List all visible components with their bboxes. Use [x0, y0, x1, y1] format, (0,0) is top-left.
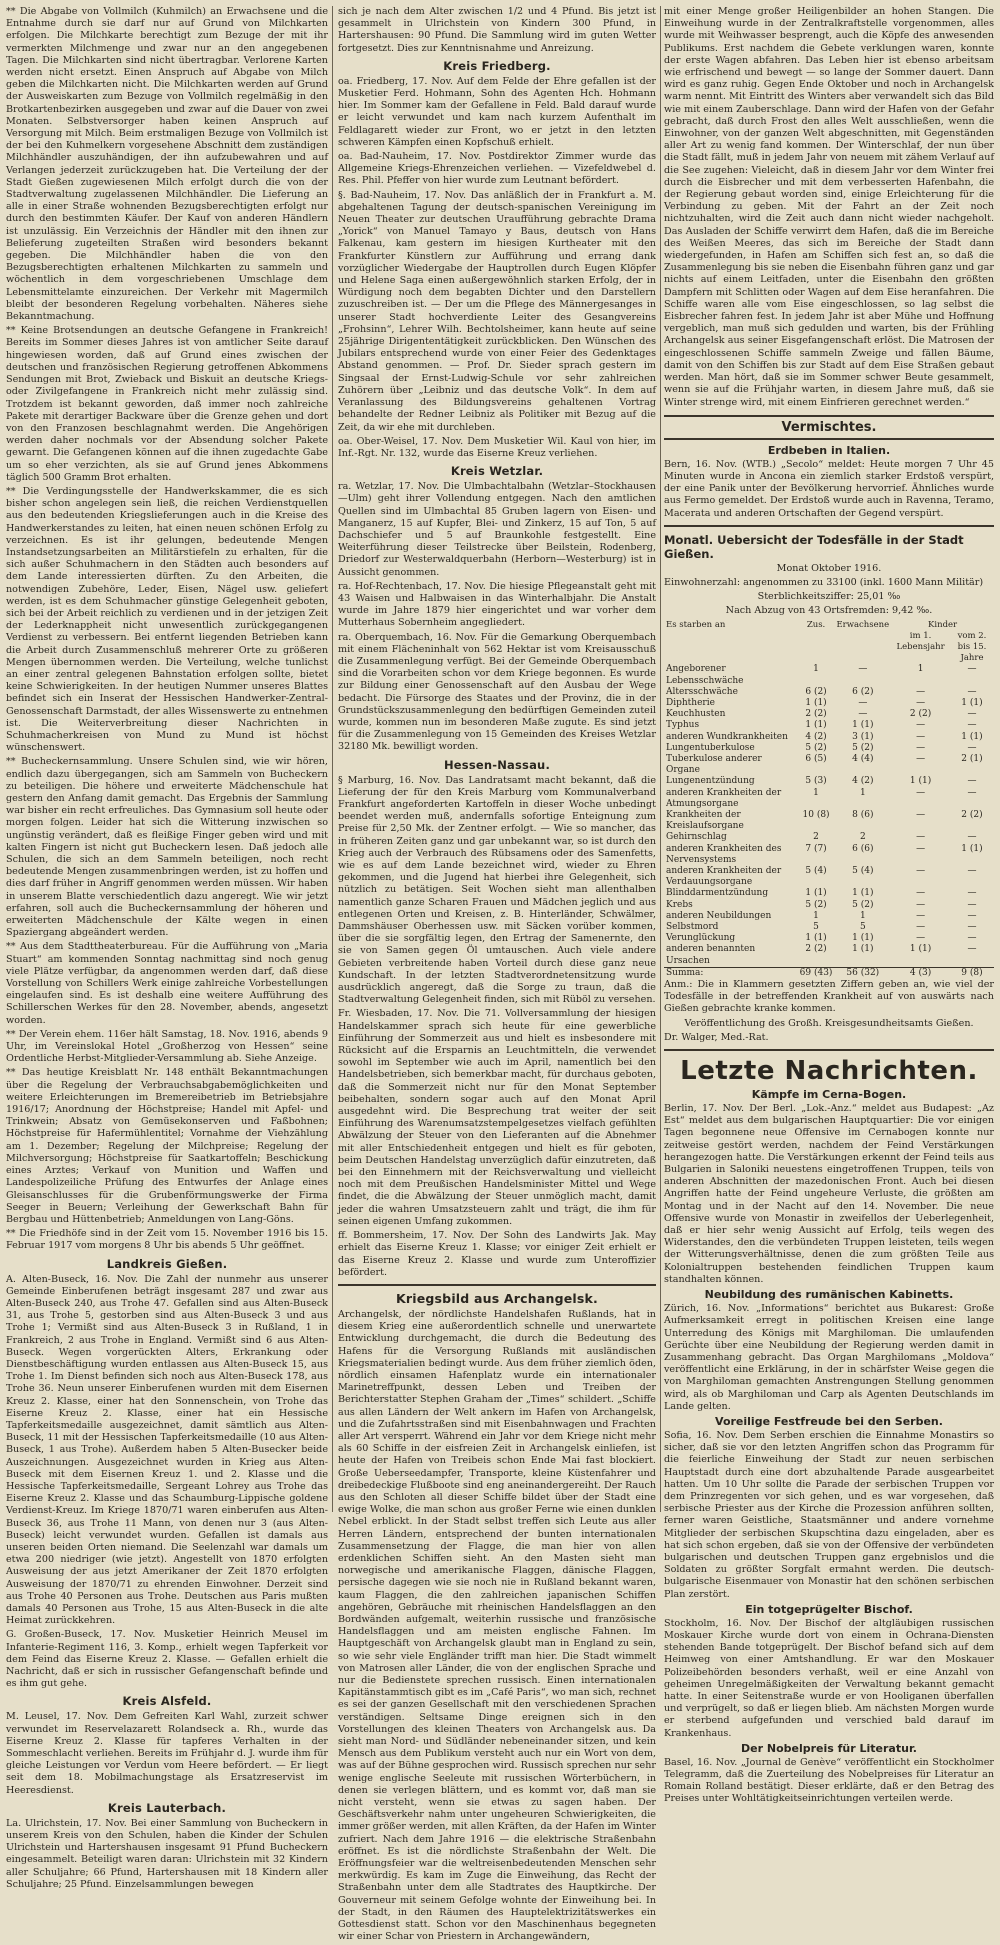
cell-2-15-years: —	[967, 832, 977, 843]
paragraph: sich je nach dem Alter zwischen 1/2 und 4 Pfund. Bis jetzt ist gesammelt in Ulrichstein von Kindern 300 Pfund, in Hartershausen: 90 Pfund. Die Sammlung wird im guten Wetter fortgesetzt. Dies zur Kenntnisnahme und Anreizung.	[338, 6, 656, 54]
local-news	[6, 6, 328, 1253]
cell-2-15-years: —	[967, 866, 977, 876]
column-1	[6, 6, 328, 1893]
article-heading: Ein totgeprügelter Bischof.	[745, 1602, 913, 1616]
cell-adults: 8 (6)	[852, 809, 874, 820]
table-row	[664, 776, 994, 787]
table-row	[664, 788, 994, 810]
section-heading: Hessen-Nassau.	[443, 757, 551, 772]
cell-2-15-years: —	[967, 709, 977, 720]
table-row	[664, 810, 994, 832]
cell-first-year: —	[916, 731, 926, 742]
paragraph: ** Aus dem Stadttheaterbureau. Für die Aufführung von „Maria Stuart“ am kommenden Sonntag nachmittag sind noch genug viele Plätze verfügbar, da angenommen werden darf, daß diese Vorstellung von Schillers Werk einige zahlreiche Vorbestellungen eingelaufen sind. Es ist deshalb eine weitere Aufführung des Schillerschen Werkes für den 28. November, abends, angesetzt worden.	[6, 941, 328, 1026]
signature: Dr. Walger, Med.-Rat.	[664, 1031, 769, 1043]
article-heading: Neubildung des rumänischen Kabinetts.	[704, 1288, 954, 1302]
header-children: Kinder	[928, 619, 958, 630]
cell-total: 5 (4)	[805, 866, 827, 876]
cell-cause: Diphtherie	[666, 697, 715, 708]
article-heading: Voreilige Festfreude bei den Serben.	[715, 1414, 943, 1428]
table-row	[664, 732, 994, 743]
paragraph: ** Die Verdingungsstelle der Handwerkskammer, die es sich bisher schon angelegen sein ließ, die reichen Verdienstquellen aus den bedeutenden Kriegslieferungen auch in die Kreise des Handwerkerstandes zu leiten, hat einen neuen schönen Erfolg zu verzeichnen. Es ist ihr gelungen, bedeutende Mengen Instandsetzungsarbeiten an Militärstiefeln zu erhalten, für die sich außer Schuhmachern in den Städten auch besonders auf dem Lande interessierten dürften. Zu den Arbeiten, die notwendigen Zubehöre, Leder, Eisen, Nägel usw. geliefert werden, ist es dem Schuhmacher günstige Gelegenheit geboten, sich bei der Arbeit reichlich zu verdienen und in der jetzigen Zeit der Lederknappheit nicht unwesentlich zurückgegangenen Verdienst zu verbessern. Bei entfernt liegenden Betrieben kann die Arbeit durch Zusammenschluß mehrerer Orte zu größeren Mengen übernommen werden. Die Verteilung, welche tunlichst an einer zentral gelegenen Bahnstation erfolgen sollte, bietet keine Schwierigkeiten. In der heutigen Nummer unseres Blattes befindet sich ein Inserat der Hessischen Handwerker-Zentral-Genossenschaft Darmstadt, der alles Wissenswerte zu entnehmen ist. Die Weiterverbreitung dieser Nachrichten in Schuhmacherkreisen von Mund zu Mund ist höchst wünschenswert.	[6, 485, 328, 754]
cell-adults: 6 (6)	[852, 843, 874, 854]
table-row	[664, 754, 994, 776]
paragraph: § Marburg, 16. Nov. Das Landratsamt macht bekannt, daß die Lieferung der für den Kreis Marburg vom Kommunalverband Frankfurt angeforderten Kartoffeln in dieser Woche unbedingt beendet werden muß, andernfalls sofortige Enteignung zum Preise für 2,50 Mk. der Zentner erfolgt. — Wie so mancher, das in früheren Zeiten ganz und gar unbekannt war, so ist durch den Krieg auch der Verbrauch des Rübsamens oder des Samenfetts, wie es auf dem Lande bezeichnet wird, wieder zu Ehren gekommen, und die Jugend hat hierbei ihre Gelegenheit, sich nützlich zu betätigen. Seit Wochen sieht man allenthalben namentlich ganze Scharen Frauen und Mädchen jeglich und aus entlegenen Orten und Kreisen, z. B. Hinterländer, Schwälmer, Dammshäuser Oberhessen usw. mit Säcken vorüber kommen, über die sie sorgfältig legen, den Ertrag der Samenernte, den sie von Samen gegen Öl umtauschen. Auch viele andere Gebieten verbreitende haben Vorteil durch diese ganz neue Kundschaft. In der letzten Stadtverordnetensitzung wurde ausdrücklich angeregt, daß die Sorge zu traun, daß die Stadtverwaltung Gelegenheit finden, sich mit Rüböl zu versehen.	[338, 774, 656, 1006]
cell-total: 5	[813, 922, 819, 933]
cell-2-15-years: —	[967, 944, 977, 955]
cell-2-15-years: —	[967, 922, 977, 933]
cell-cause: Selbstmord	[666, 922, 719, 933]
table-row	[664, 743, 994, 754]
cell-total: 2	[813, 832, 819, 843]
article-heading: Der Nobelpreis für Literatur.	[741, 1741, 917, 1755]
cell-first-year: —	[916, 720, 926, 731]
paragraph: ** Keine Brotsendungen an deutsche Gefangene in Frankreich! Bereits im Sommer dieses Jahres ist von amtlicher Seite darauf hingewiesen worden, daß auf Grund eines zwischen der deutschen und französischen Regierung getroffenen Abkommens Sendungen mit Brot, Zwieback und Biskuit an deutsche Kriegs- oder Zivilgefangene in Frankreich nicht mehr zulässig sind. Trotzdem ist bekannt geworden, daß immer noch zahlreiche Pakete mit derartiger Backware über die Grenze gehen und dort von den Franzosen beschlagnahmt werden. Die Angehörigen werden daher nochmals vor der Absendung solcher Pakete gewarnt. Die Gefangenen können auf die ihnen zugedachte Gabe um so eher verzichten, als sie auf Grund jenes Abkommens täglich 500 Gramm Brot erhalten.	[6, 325, 328, 483]
paragraph: mit einer Menge großer Heiligenbilder an hohen Stangen. Die Einweihung wurde in der Zentralkraftstelle vorgenommen, alles wurde mit Weihwasser besprengt, auch die Köpfe des anwesenden Publikums. Erst nachdem die Gebete verklungen waren, konnte der erste Wagen abfahren. Das Leben hier ist ebenso arbeitsam wie erfrischend und bewegt — so lange der Sommer dauert. Dann wird es ganz ruhig. Gegen Ende Oktober und noch in Archangelsk warm nennt. Mit Eintritt des Winters aber verwandelt sich das Bild wie mit einem Zauberschlage. Dann wird der Hafen von der Gefahr gebracht, daß durch Frost den alles Welt ausschließen, wenn die Einwohner, von der ganzen Welt abgeschnitten, mit Gegenständen aller Art zu wenig fand kommen. Der Winterschlaf, der nun über die Stadt fällt, muß in jedem Jahr von neuem mit zähem Verlauf auf die See zugehen: Vieleicht, daß in diesem Jahr vor dem Winter frei durch die Eisbrecher und mit dem verbesserten Hafenbahn, die der Regierung gebaut worden sind, einige Erleichterung für die Verbindung zu geben. Mit der Fahrt an der Zeit noch nichtzuhalten, wird die Zeit auch dann nicht wieder nachgeholt. Das Ausladen der Schiffe verwirrt dem Hafen, daß die im Bereiche des Weißen Meeres, das sich im Bereiche der Stadt dann wiedergefunden, in Hafen am Schiffen sich fest an, so daß die Zusammenlegung bis sie neben die Eisenbahn führen ganz und gar nichts auf einem Leitfaden, unter die Eisenbahn den größten Dampfern mit Schlitten oder Wagen auf dem Eise heranfahren. Die Schiffe waren alle vom Eise eingeschlossen, so lag selbst die Eisbrecher fahren fest. In jedem Jahr ist aber Mühe und Hoffnung vergeblich, man muß sich gedulden und warten, bis der Frühling Archangelsk aus seiner Eisgefangenschaft erlöst. Die Matrosen der eingeschlossenen Schiffe sammeln Zweige und fällen Bäume, damit von den Schiffen bis zur Stadt auf dem Eise Straßen gebaut werden. Man hört, daß sie im Sommer schwer Beute gesammelt, wenn sie auf die Frühjahr warten, in diesem Jahre muß, daß sie Winter strenge wird, mit einem Einfrieren gerechnet werden.“	[664, 6, 994, 408]
cell-cause: Lungentuberkulose	[666, 742, 755, 753]
cell-cause: Lungenentzündung	[666, 776, 755, 787]
cell-first-year: —	[916, 697, 926, 708]
statistics-rate: Sterblichkeitsziffer: 25,01 ‰	[757, 591, 901, 603]
cell-2-15-years: —	[967, 787, 977, 798]
cell-2-15-years: —	[967, 888, 977, 899]
cell-cause: Summa:	[664, 967, 798, 979]
cell-first-year: 1 (1)	[909, 944, 932, 955]
cell-cause: anderen Neubildungen	[666, 910, 772, 921]
table-row	[664, 888, 994, 899]
cell-first-year: —	[916, 787, 926, 798]
cell-adults: 1 (1)	[852, 888, 874, 899]
paragraph: Stockholm, 16. Nov. Der Bischof der altgläubigen russischen Moskauer Kirche wurde dort von einem in Ochrana-Diensten stehenden Bande totgeprügelt. Der Bischof befand sich auf dem Heimweg von einer Amtshandlung. Er war den Moskauer Polizeibehörden besonders verhaßt, weil er eine Anzahl von geheimen Unregelmäßigkeiten der Verwaltung bekannt gemacht hatte. In einer Seitenstraße wurde er von Hooliganen überfallen und verprügelt, so daß er liegen blieb. Am nächsten Morgen wurde er sterbend aufgefunden und verschied bald darauf im Krankenhaus.	[664, 1617, 994, 1739]
cell-adults: 3 (1)	[852, 731, 874, 742]
paragraph: Berlin, 17. Nov. Der Berl. „Lok.-Anz.“ meldet aus Budapest: „Az Est“ meldet aus dem bulgarischen Hauptquartier: Die vor einigen Tagen begonnene neue Offensive im Cernabogen konnte nur zeitweise gestört werden, nachdem der Feind Verstärkungen herangezogen hatte. Die Verstärkungen erkennt der Feind teils aus Bulgarien in Saloniki neuestens eingetroffenen Truppen, teils von anderen Abschnitten der mazedonischen Front. Auch bei diesen Angriffen hatte der Feind ungeheure Verluste, die größten am Montag und in der Nacht auf den 14. November. Die neue Offensive wurde von Monastir in zweifellos der Ueberlegenheit, daß er hier sehr wenig Aussicht auf Erfolg, teils wegen des Widerstandes, den die verbündeten Truppen leisteten, teils wegen der Witterungsverhältnisse, denen die zum größten Teile aus Kolonialtruppen bestehenden feindlichen Truppen kaum standhalten können.	[664, 1103, 994, 1285]
cell-adults: 5 (2)	[852, 899, 874, 910]
cell-adults: 5 (4)	[852, 866, 874, 876]
cell-2-15-years: 1 (1)	[961, 697, 983, 708]
cell-adults: 6 (2)	[852, 686, 874, 697]
cell-first-year: —	[916, 809, 926, 820]
section-heading: Kreis Alsfeld.	[122, 1694, 212, 1709]
table-row	[664, 911, 994, 922]
cell-first-year: 1 (1)	[909, 776, 932, 787]
cell-cause: Typhus	[666, 720, 700, 731]
section-heading: Kreis Lauterbach.	[107, 1800, 227, 1815]
cell-adults: 56 (32)	[834, 967, 891, 979]
cell-cause: anderen Krankheiten des Nervensystems	[666, 843, 782, 865]
paragraph: ** Die Friedhöfe sind in der Zeit vom 15. November 1916 bis 15. Februar 1917 vom morgens 8 Uhr bis abends 5 Uhr geöffnet.	[6, 1228, 328, 1252]
paragraph: ff. Bommersheim, 17. Nov. Der Sohn des Landwirts Jak. May erhielt das Eiserne Kreuz 1. Klasse; vor einiger Zeit erhielt er das Eiserne Kreuz 2. Klasse und wurde zum Unteroffizier befördert.	[338, 1230, 656, 1278]
table-header-row	[664, 620, 994, 631]
column-divider	[660, 6, 661, 1512]
section-heading: Letzte Nachrichten.	[680, 1056, 978, 1087]
statistics-month: Monat Oktober 1916.	[776, 562, 882, 574]
cell-first-year: —	[916, 742, 926, 753]
column-2	[338, 6, 656, 1945]
table-sum-row	[664, 967, 994, 979]
section-rule	[664, 525, 994, 527]
cell-cause: Gehirnschlag	[666, 832, 727, 843]
paragraph: §. Bad-Nauheim, 17. Nov. Das anläßlich der in Frankfurt a. M. abgehaltenen Tagung der deutsch-spanischen Vereinigung im Neuen Theater zur deutschen Uraufführung gebrachte Drama „Yorick“ von Manuel Tamayo y Baus, deutsch von Hans Falkenau, kam gestern im hiesigen Kurtheater mit den Frankfurter Künstlern zur Aufführung und errang dank vorzüglicher Wiedergabe der Hauptrollen durch Eugen Klöpfer und Helene Saga einen außergewöhnlich starken Erfolg, der in Würdigung noch dem begabten Dichter und den Darstellern zuzuschreiben ist. — Der um die Pflege des Männergesanges in unserer Stadt hochverdiente Leiter des Gesangvereins „Frohsinn“, Lehrer Wilh. Bechtolsheimer, kann heute auf seine 25jährige Dirigententätigkeit zurückblicken. Den Wünschen des Jubilars entsprechend wurde von einer Feier des Gedenktages Abstand genommen. — Prof. Dr. Sieder sprach gestern im Singsaal der Ernst-Ludwig-Schule vor sehr zahlreichen Zuhörern über „Leibniz und das deutsche Volk“. In dem auf Veranlassung des Bildungsvereins gehaltenen Vortrag behandelte der Redner Leibniz als Politiker mit Bezug auf die Zeit, da wir ehe mit durchleben.	[338, 189, 656, 433]
cell-first-year: —	[916, 922, 926, 933]
cell-total: 6 (5)	[805, 753, 827, 764]
header-first-year: im 1. Lebensjahr	[896, 630, 945, 652]
cell-first-year: —	[916, 866, 926, 876]
statistics-note: Anm.: Die in Klammern gesetzten Ziffern geben an, wie viel der Todesfälle in der betreffenden Krankheit auf von auswärts nach Gießen gebrachte kranke kommen.	[664, 979, 994, 1015]
cell-2-15-years: 1 (1)	[961, 843, 983, 854]
paragraph: ra. Wetzlar, 17. Nov. Die Ulmbachtalbahn (Wetzlar–Stockhausen—Ulm) geht ihrer Vollendung entgegen. Nach den amtlichen Quellen sind im Ulmbachtal 85 Gruben lagern von Eisen- und Manganerz, 15 auf Kupfer, Blei- und Zinkerz, 15 auf Ton, 5 auf Dachschiefer und 5 auf Braunkohle festgestellt. Eine Weiterführung dieser Teilstrecke über Beilstein, Rodenberg, Driedorf zur Westerwaldquerbahn (Herborn—Westerburg) ist in Aussicht genommen.	[338, 481, 656, 578]
paragraph: ra. Oberquembach, 16. Nov. Für die Gemarkung Oberquembach mit einem Flächeninhalt von 562 Hektar ist vom Kreisausschuß die Zusammenlegung verfügt. Bei der Gemeinde Oberquembach sind die Vorarbeiten schon vor dem Kriege begonnen. Es wurde zur Bildung einer Genossenschaft auf den Ausbau der Wege bedacht. Die Fürsorge des Staates und der Provinz, die in der Grundstückszusammenlegung den bedürftigen Gemeinden zuteil wurde, kommen nun im besonderen Maße zugute. Es sind jetzt für die Zusammenlegung von 15 Gemeinden des Kreises Wetzlar 32180 Mk. bewilligt worden.	[338, 631, 656, 753]
cell-2-15-years: —	[967, 910, 977, 921]
cell-total: 1 (1)	[805, 933, 827, 944]
section-heading: Vermischtes.	[664, 415, 994, 440]
cell-cause: Keuchhusten	[666, 709, 726, 720]
cell-adults: 1 (1)	[852, 933, 874, 944]
cell-adults: 5 (2)	[852, 742, 874, 753]
header-2-15-years: vom 2. bis 15. Jahre	[957, 630, 987, 664]
cell-total: 1 (1)	[805, 720, 827, 731]
cell-2-15-years: 1 (1)	[961, 731, 983, 742]
cell-first-year: 4 (3)	[891, 967, 950, 979]
cell-total: 2 (2)	[805, 944, 827, 955]
cell-first-year: —	[916, 888, 926, 899]
paragraph: oa. Bad-Nauheim, 17. Nov. Postdirektor Zimmer wurde das Allgemeine Kriegs-Ehrenzeichen verliehen. — Vizefeldwebel d. Res. Phil. Pfeffer von hier wurde zum Leutnant befördert.	[338, 151, 656, 187]
table-row	[664, 866, 994, 888]
cell-adults: —	[858, 709, 868, 720]
cell-total: 1	[813, 787, 819, 798]
cell-total: 2 (2)	[805, 709, 827, 720]
header-adults: Erwachsene	[836, 619, 890, 630]
cell-first-year: —	[916, 933, 926, 944]
cell-total: 1	[813, 910, 819, 921]
cell-cause: Krebs	[666, 899, 693, 910]
table-row	[664, 933, 994, 944]
cell-total: 7 (7)	[805, 843, 827, 854]
mortality-table-body	[664, 664, 994, 979]
table-row	[664, 844, 994, 866]
article-heading: Kriegsbild aus Archangelsk.	[395, 1290, 599, 1306]
article-heading: Erdbeben in Italien.	[767, 443, 891, 457]
cell-first-year: —	[916, 753, 926, 764]
cell-first-year: 2 (2)	[909, 709, 932, 720]
table-row	[664, 922, 994, 933]
paragraph: oa. Ober-Weisel, 17. Nov. Dem Musketier Wil. Kaul von hier, im Inf.-Rgt. Nr. 132, wurde das Eiserne Kreuz verliehen.	[338, 435, 656, 459]
paragraph: Zürich, 16. Nov. „Informations“ berichtet aus Bukarest: Große Aufmerksamkeit erregt in politischen Kreisen eine lange Unterredung des Königs mit Marghiloman. Die umlaufenden Gerüchte über eine Neubildung der Regierung werden damit in Zusammenhang gebracht. Das Organ Marghilomans „Moldova“ veröffentlicht eine Erklärung, in der in schärfster Weise gegen die von Marghiloman gemachten Anstrengungen Stellung genommen wird, als ob Marghiloman und Carp als Agenten Deutschlands im Lande gelten.	[664, 1303, 994, 1412]
statistics-population: Einwohnerzahl: angenommen zu 33100 (inkl. 1600 Mann Militär)	[664, 576, 984, 588]
cell-total: 5 (2)	[805, 899, 827, 910]
statistics-rate-adjusted: Nach Abzug von 43 Ortsfremden: 9,42 ‰.	[725, 605, 933, 617]
table-row	[664, 832, 994, 843]
cell-2-15-years: —	[967, 899, 977, 910]
cell-total: 6 (2)	[805, 686, 827, 697]
header-cause: Es starben an	[666, 619, 726, 630]
section-heading: Kreis Wetzlar.	[450, 464, 544, 479]
cell-2-15-years: —	[967, 776, 977, 787]
cell-2-15-years: —	[967, 664, 977, 675]
cell-adults: 5	[859, 922, 866, 933]
cell-total: 1 (1)	[805, 697, 827, 708]
cell-first-year: —	[916, 899, 926, 910]
cell-adults: 1	[859, 787, 866, 798]
paragraph: A. Alten-Buseck, 16. Nov. Die Zahl der nunmehr aus unserer Gemeinde Einberufenen beträgt insgesamt 287 und zwar aus Alten-Buseck 240, aus Trohe 47. Gefallen sind aus Alten-Buseck 31, aus Trohe 5, gestorben sind aus Alten-Buseck 3 und aus Trohe 1; Vermißt sind aus Alten-Buseck 3 in Rußland, 1 in Frankreich, 2 aus Trohe in England. Vermißt sind 6 aus Alten-Buseck. Wegen vorgerückten Alters, Erkrankung oder Dienstbeschäftigung wurden entlassen aus Alten-Buseck 15, aus Trohe 1. Im Dienst befinden sich noch aus Alten-Buseck 178, aus Trohe 36. Neun unserer Einberufenen wurden mit dem Eisernen Kreuz 2. Klasse, einer hat den Sonnenschein, von Trohe das Eiserne Kreuz 2. Klasse, einer hat ein Hessische Tapferkeitsmedaille ausgezeichnet, damit sämtlich aus Alten-Buseck, 11 mit der Hessischen Tapferkeitsmedaille (10 aus Alten-Buseck, 1 aus Trohe). Außerdem haben 5 Alten-Busecker beide Auszeichnungen. Ausgezeichnet wurden in Krieg aus Alten-Buseck mit dem Eisernen Kreuz 1. und 2. Klasse und die Hessische Tapferkeitsmedaille, Sergeant Lohrey aus Trohe das Eiserne Kreuz 2. Klasse und das Schaumburg-Lippische goldene Verdienst-Kreuz. Im Kriege 1870/71 waren einberufen aus Alten-Buseck 36, aus Trohe 11 Mann, von denen nur 3 (aus Alten-Buseck) leicht verwundet wurden. Gefallen ist damals aus unseren beiden Orten niemand. Die Seelenzahl war damals um etwa 200 niedriger (wie jetzt). Angestellt von 1870 erfolgten Ausweisung der aus jetzt Amerikaner der Zeit 1870 erfolgten Ausweisung der 1870/71 zu ehrenden Einwohner. Derzeit sind aus Trohe 40 Personen aus Trohe. Deutschen aus Paris mußten damals 40 Personen aus Trohe, 15 aus Alten-Buseck in die alte Heimat zurückkehren.	[6, 1273, 328, 1627]
cell-total: 69 (43)	[799, 967, 833, 978]
cell-cause: Altersschwäche	[666, 686, 738, 697]
cell-cause: anderen Krankheiten der Verdauungsorgane	[666, 866, 782, 888]
section-heading: Kreis Friedberg.	[443, 58, 551, 73]
cell-total: 1	[813, 664, 819, 675]
mortality-statistics	[664, 533, 994, 1044]
table-row	[664, 900, 994, 911]
cell-2-15-years: —	[967, 933, 977, 944]
cell-total: 5 (3)	[805, 776, 827, 787]
paragraph: ** Der Verein ehem. 116er hält Samstag, 18. Nov. 1916, abends 9 Uhr, im Vereinslokal Hotel „Großherzog von Hessen“ seine Ordentliche Herbst-Mitglieder-Versammlung ab. Siehe Anzeige.	[6, 1028, 328, 1065]
paragraph: Fr. Wiesbaden, 17. Nov. Die 71. Vollversammlung der hiesigen Handelskammer sprach sich heute für eine gewerbliche Einführung der Sommerzeit aus und hielt es insbesondere mit Rücksicht auf die Ersparnis an Leuchtmitteln, die verwendet sowohl im September wie auch im April, namentlich bei den Handelsbetrieben, sich bemerkbar macht, für durchaus geboten, daß die Sommerzeit nicht nur für den Monat September beibehalten, sondern sogar auch auf den Monat April ausgedehnt wird. Die Besprechung trat weiter der seit Einführung des Warenumsatzstempelgesetzes vielfach gefühlten Abwälzung der Steuer von den Lieferanten auf die Abnehmer mit aller Entschiedenheit entgegen und hielt es für geboten, beim Deutschen Handelstag unverzüglich dafür einzutreten, daß bei den Einnehmern mit der Reichsverwaltung und vielleicht noch mit dem Preußischen Handelsminister Mittel und Wege findet, die die Abwälzung der Steuer unmöglich macht, damit jeder die wahren Umsatzsteuern zahlt und trägt, die ihm für seinen eigenen Umfang zukommen.	[338, 1008, 656, 1227]
cell-first-year: —	[916, 686, 926, 697]
column-divider	[332, 6, 333, 1512]
mortality-table	[664, 620, 994, 980]
paragraph: ** Bucheckernsammlung. Unsere Schulen sind, wie wir hören, endlich dazu übergegangen, sich am Sammeln von Bucheckern zu beteiligen. Die höhere und erweiterte Mädchenschule hat gestern den Anfang damit gemacht. Das Ergebnis der Sammlung war bisher ein recht erfreuliches. Das Gymnasium soll heute oder morgen folgen. Leider hat sich die Witterung inzwischen so ungünstig verändert, daß es fleißige Finger geben wird und mit kalten Fingern ist nicht gut Bucheckern lesen. Daß jedoch alle Schulen, die sich an dem Sammeln beteiligen, noch recht bedeutende Mengen zusammenbringen werden, ist zu hoffen und dies darf früher in Angriff genommen werden müssen. Wir haben in unserem Blatte verschiedentlich dazu angeregt. Wie wir jetzt erfahren, soll auch die Bucheckernsammlung der höheren und erweiterten Mädchenschule der Kälte wegen in einen Spaziergang abgeändert werden.	[6, 756, 328, 939]
paragraph: ** Das heutige Kreisblatt Nr. 148 enthält Bekanntmachungen über die Regelung der Verbrauchsabgabemöglichkeiten und weitere Erleichterungen im Bremereibetrieb im Betriebsjahre 1916/17; Anordnung der Höchstpreise; Handel mit Apfel- und Trinkwein; Absatz von Gemüsekonserven und Faßbohnen; Höchstpreise für Hafermühlentitel; Vornahme der Viehzählung am 1. Dezember; Regelung der Milchpreise; Regelung der Milchversorgung; Höchstpreise für Saatkartoffeln; Beschickung eines Arztes; Verkauf von Munition und Waffen und Landespolizeiliche Prüfung des Entwurfes der Anlage eines Gleisanschlusses für die Grubenförmungswerke der Firma Seeger in Beuern; Verleihung der Gewerkschaft Bahn für Bergbau und Hüttenbetrieb; Anmeldungen von Lang-Göns.	[6, 1067, 328, 1225]
paragraph: ra. Hof-Rechtenbach, 17. Nov. Die hiesige Pflegeanstalt geht mit 43 Waisen und Halbwaisen in das Winterhalbjahr. Die Anstalt wurde im Jahre 1879 hier eingerichtet und war vorher dem Mutterhaus Sobernheim angegliedert.	[338, 580, 656, 629]
table-row	[664, 698, 994, 709]
cell-2-15-years: 2 (1)	[961, 753, 983, 764]
paragraph: oa. Friedberg, 17. Nov. Auf dem Felde der Ehre gefallen ist der Musketier Ferd. Hohmann, Sohn des Agenten Hch. Hohmann hier. Im Sommer kam der Gefallene in Feld. Bald darauf wurde er leicht verwundet und kam nach kurzem Aufenthalt im Feldlagarett wieder zur Front, wo er jetzt in den letzten schweren Kämpfen einen Kopfschuß erhielt.	[338, 75, 656, 148]
cell-adults: 1 (1)	[852, 720, 874, 731]
statistics-title: Monatl. Uebersicht der Todesfälle in der Stadt Gießen.	[664, 532, 964, 561]
cell-cause: Verunglückung	[666, 933, 736, 944]
cell-first-year: —	[916, 832, 926, 843]
paragraph: La. Ulrichstein, 17. Nov. Bei einer Sammlung von Bucheckern in unserem Kreis von den Schulen, haben die Kinder der Schulen Ulrichstein und Hartershausen insgesamt 91 Pfund Bucheckern eingesammelt. Beteiligt waren daran: Ulrichstein mit 32 Kindern aller Schuljahre; 66 Pfund, Hartershausen mit 18 Kindern aller Schuljahre; 25 Pfund. Einzelsammlungen bewegen	[6, 1817, 328, 1890]
cell-total: 10 (8)	[802, 809, 830, 820]
cell-adults: 4 (4)	[852, 753, 874, 764]
table-row	[664, 687, 994, 698]
cell-cause: anderen Wundkrankheiten	[666, 731, 788, 742]
paragraph: M. Leusel, 17. Nov. Dem Gefreiten Karl Wahl, zurzeit schwer verwundet im Reservelazarett Rolandseck a. Rh., wurde das Eiserne Kreuz 2. Klasse für tapferes Verhalten in der Sommeschlacht verliehen. Bereits im Frühjahr d. J. wurde ihm für gleiche Leistungen vor Verdun vom Heere befördert. — Er liegt seit dem 18. Mobilmachungstage als Ersatzreservist im Heeresdienst.	[6, 1711, 328, 1796]
cell-adults: 4 (2)	[852, 776, 874, 787]
cell-total: 4 (2)	[805, 731, 827, 742]
paragraph: Basel, 16. Nov. „Journal de Genève“ veröffentlicht ein Stockholmer Telegramm, daß die Zuerteilung des Nobelpreises für Literatur an Romain Rolland bestätigt. Dieser erklärte, daß er den Betrag des Preises unter Wohltätigkeitseinrichtungen verteilen werde.	[664, 1756, 994, 1805]
section-rule	[338, 1284, 656, 1286]
paragraph: ** Die Abgabe von Vollmilch (Kuhmilch) an Erwachsene und die Entnahme durch sie darf nur auf Grund von Milchkarten erfolgen. Die Milchkarte berechtigt zum Bezuge der mit ihr vermerkten Milchmenge und zwar nur an den angegebenen Tagen. Die Milchkarten sind nicht übertragbar. Verlorene Karten werden nicht ersetzt. Einen Anspruch auf Abgabe von Milch geben die Milchkarten nicht. Die Milchkarten werden auf Grund der Ausweiskarten zum Bezuge von Vollmilch regelmäßig in den Brotkartenbezirken ausgegeben und zwar auf die Dauer von zwei Monaten. Selbstversorger haben keinen Anspruch auf Versorgung mit Milch. Beim erstmaligen Bezuge von Vollmilch ist der bei den Kuhmelkern vorgesehene Abschnitt dem zuständigen Milchhändler auszuhändigen, der ihn aufzubewahren und auf Verlangen jederzeit zurückzugeben hat. Die Verteilung der der Stadt Gießen zugewiesenen Milch erfolgt durch die von der Stadtverwaltung zugelassenen Milchhändler. Die Lieferung an alle in einer Straße wohnenden Bezugsberechtigten erfolgt nur durch den bestimmten Käufer. Der Kauf von anderen Händlern ist unzulässig. Ein Verzeichnis der Händler mit den ihnen zur Belieferung zugeteilten Straßen wird besonders bekannt gegeben. Die Milchhändler haben die von den Bezugsberechtigten erhaltenen Milchkarten zu sammeln und wöchentlich in dem vorgeschriebenen Umschlage dem Lebensmittelamte einzureichen. Der Verkehr mit Magermilch bleibt der besonderen Regelung vorbehalten. Näheres siehe Bekanntmachung.	[6, 6, 328, 323]
column-3	[664, 6, 994, 1808]
cell-2-15-years: —	[967, 720, 977, 731]
cell-adults: 1	[859, 910, 866, 921]
cell-first-year: 1	[917, 664, 924, 675]
table-row	[664, 709, 994, 720]
table-row	[664, 664, 994, 686]
cell-cause: Krankheiten der Kreislaufsorgane	[666, 809, 744, 832]
table-row	[664, 720, 994, 731]
header-total: Zus.	[806, 619, 826, 630]
paragraph: Archangelsk, der nördlichste Handelshafen Rußlands, hat in diesem Krieg eine außerordentlich schnelle und unerwartete Entwicklung durchgemacht, die durch die Bedeutung des Hafens für die Versorgung Rußlands mit ausländischen Kriegsmaterialien bedingt wurde. Aus dem früher ziemlich öden, nördlich einsamen Hafenplatz wurde ein internationaler Marinetreffpunkt, dessen Leben und Treiben der Berichterstatter Stephen Graham der „Times“ schildert. „Schiffe aus allen Ländern der Welt ankern im Hafen von Archangelsk, und die Zufahrtsstraßen sind mit Eisenbahnwagen und Frachten aller Art versperrt. Während ein Jahr vor dem Kriege nicht mehr als 60 Schiffe in der eisfreien Zeit in Archangelsk einliefen, ist heute der Hafen von Treibeis schon Ende Mai fast blockiert. Große Ueberseedampfer, Transporte, kleine Küstenfahrer und dreibedeckige Flußboote sind eng aneinandergereiht. Der Rauch aus den Schloten all dieser Schiffe bildet über der Stadt eine ewige Wolke, die man schon aus großer Ferne wie einen dunklen Nebel erblickt. In der Stadt selbst treffen sich Leute aus aller Herren Ländern, entsprechend der bunten internationalen Zusammensetzung der Flagge, die man hier von allen erdenklichen Schiffen sieht. An den Masten sieht man norwegische und amerikanische Flaggen, dänische Flaggen, persische dagegen wie sie noch nie in Rußland bekannt waren, kaum Flaggen, die den zahlreichen japanischen Schiffen angehören, Gebräuche mit rheinischen Handelsflaggen an den Bordwänden aufgemalt, weiterhin russische und französische Handelsflaggen und am meisten englische Fahnen. Im Hauptgeschäft von Archangelsk glaubt man in England zu sein, so wie sehr viele Engländer trifft man hier. Die Stadt wimmelt von Matrosen aller Länder, die von der englischen Sprache und nur die Bedienstete sprechen russisch. Einen internationalen Kapitänstammtisch gibt es im „Café Paris“, wo man sich, rechnet es sei der ganzen Gesellschaft mit den verschiedenen Sprachen verständigen. Seltsame Dinge ereignen sich in den Vorstellungen des kleinen Theaters von Archangelsk aus. Da sieht man Nord- und Südländer nebeneinander sitzen, und kein Mensch aus dem Publikum versteht auch nur ein Wort von dem, was auf der Bühne gesprochen wird. Russisch sprechen nur sehr wenige englische Seeleute mit russischen Wörterbüchern, in denen sie verlegen blättern, und es kommt vor, daß man sie nicht versteht, wenn sie etwas zu sagen haben. Der Geschäftsverkehr nahm unter ungeheuren Schwierigkeiten, die immer größer werden, mit allen Kräften, da der Hafen im Winter zufriert. Nach dem Jahre 1916 — die elektrische Straßenbahn eröffnet. Es ist die nördlichste Straßenbahn der Welt. Die Eröffnungsfeier war die weltreisenbedeutenden Menschen sehr merkwürdig. Es kam im Zuge die Einweihung, das Recht der Straßenbahn unter dem alle Stadtrates des Hauptkirche. Der Gouverneur mit seinem Gefolge wohnte der Einweihung bei. In der Stadt, in den Räumen des Hauptelektrizitätswerkes ein Gottesdienst statt. Schon vor den Maschinenhaus begegneten wir einer Schar von Priestern in Archangewändern,	[338, 1308, 656, 1943]
section-rule	[664, 1049, 994, 1051]
cell-cause: Angeborener Lebensschwäche	[666, 664, 744, 686]
cell-2-15-years: 2 (2)	[961, 809, 983, 820]
cell-total: 5 (2)	[805, 742, 827, 753]
article-heading: Kämpfe im Cerna-Bogen.	[751, 1088, 907, 1102]
paragraph: Bern, 16. Nov. (WTB.) „Secolo“ meldet: Heute morgen 7 Uhr 45 Minuten wurde in Ancona ein ziemlich starker Erdstoß verspürt, der eine Panik unter der Bevölkerung hervorrief. Ähnliches wurde aus Fermo gemeldet. Der Erdstoß wurde auch in Ravenna, Teramo, Macerata und anderen Ortschaften der Gegend verspürt.	[664, 458, 994, 519]
cell-cause: Blinddarmentzündung	[666, 888, 769, 899]
cell-first-year: —	[916, 843, 926, 854]
table-row	[664, 944, 994, 967]
cell-2-15-years: —	[967, 742, 977, 753]
cell-adults: —	[858, 664, 868, 675]
cell-adults: 2	[859, 832, 866, 843]
cell-adults: —	[858, 697, 868, 708]
paragraph: Sofia, 16. Nov. Dem Serben erschien die Einnahme Monastirs so sicher, daß sie vor den letzten Angriffen schon das Programm für die feierliche Einweihung der Stadt zur neuen serbischen Hauptstadt durch eine dort abzuhaltende Parade ausgearbeitet hatten. Um 10 Uhr sollte die Parade der serbischen Truppen vor dem Prinzregenten vor sich gehen, und es war vorgesehen, daß serbische Priester aus der Kirche die Prozession anführen sollten, ferner waren Geistliche, Staatsmänner und andere vornehme Mitglieder der serbischen Skupschtina dazu eingeladen, aber es hat sich schon ergeben, daß sie von der Offensive der verbündeten bulgarischen und deutschen Truppen ganz ergebnislos und die Soldaten zu größter Sorgfalt ermahnt werden. Die deutsch-bulgarische Eisenmauer von Monastir hat den schönen serbischen Plan zerstört.	[664, 1429, 994, 1600]
cell-cause: anderen benannten Ursachen	[666, 944, 756, 966]
cell-2-15-years: —	[967, 686, 977, 697]
cell-adults: 1 (1)	[852, 944, 874, 955]
cell-2-15-years: 9 (8)	[950, 967, 994, 979]
cell-cause: anderen Krankheiten der Atmungsorgane	[666, 787, 782, 809]
statistics-source: Veröffentlichung des Großh. Kreisgesundheitsamts Gießen.	[684, 1017, 974, 1029]
section-heading: Landkreis Gießen.	[106, 1256, 228, 1271]
cell-cause: Tuberkulose anderer Organe	[666, 753, 762, 776]
cell-first-year: —	[916, 910, 926, 921]
paragraph: G. Großen-Buseck, 17. Nov. Musketier Heinrich Meusel im Infanterie-Regiment 116, 3. Komp., erhielt wegen Tapferkeit vor dem Feind das Eiserne Kreuz 2. Klasse. — Gefallen erhielt die Nachricht, daß er sich in russischer Gefangenschaft befinde und es ihm gut gehe.	[6, 1629, 328, 1690]
cell-total: 1 (1)	[805, 888, 827, 899]
